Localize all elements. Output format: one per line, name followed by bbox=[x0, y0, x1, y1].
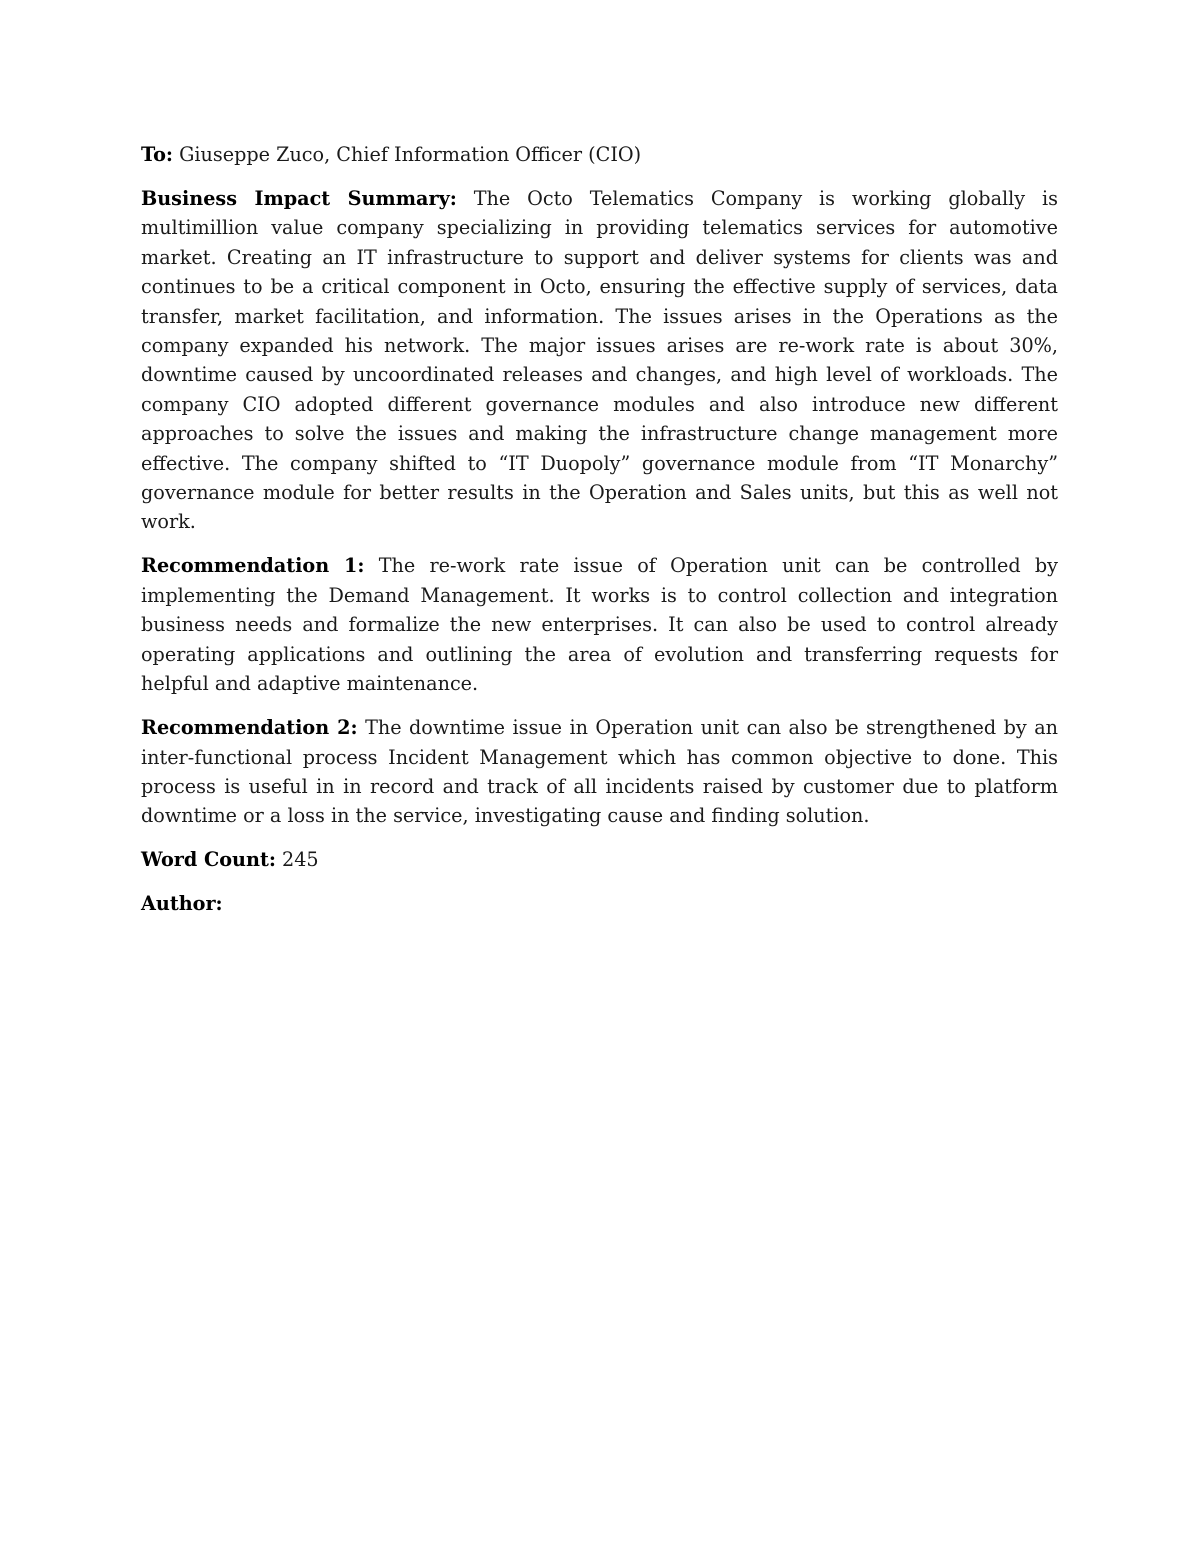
recommendation-2-paragraph bbox=[141, 713, 1058, 831]
recommendation-1-label: Recommendation 1: bbox=[141, 554, 365, 578]
recommendation-1-text: The re-work rate issue of Operation unit can be controlled by implementing the Demand Management. It works is to control collection and integration business needs and formalize the new enterprises. It can also be used to control already operating applications and outlining the area of evolution and transferring requests for helpful and adaptive maintenance. bbox=[141, 554, 1059, 696]
business-impact-label: Business Impact Summary: bbox=[141, 187, 457, 210]
recommendation-2-text: The downtime issue in Operation unit can also be strengthened by an inter-functional process Incident Management which has common objective to done. This process is useful in in record and track of all incidents raised by customer due to platform downtime or a loss in the service, investigating cause and finding solution. bbox=[141, 716, 1058, 828]
word-count-line bbox=[141, 845, 1058, 874]
word-count-label: Word Count: bbox=[141, 848, 276, 872]
author-label: Author: bbox=[141, 892, 223, 916]
recommendation-1-paragraph bbox=[141, 551, 1058, 698]
business-impact-text: The Octo Telematics Company is working globally is multimillion value company specializing in providing telematics services for automotive market. Creating an IT infrastructure to support and deliver systems for clients was and continues to be a critical component in Octo, ensuring the effective supply of services, data transfer, market facilitation, and information. The issues arises in the Operations as the company expanded his network. The major issues arises are re-work rate is about 30%, downtime caused by uncoordinated releases and changes, and high level of workloads. The company CIO adopted different governance modules and also introduce new different approaches to solve the issues and making the infrastructure change management more effective. The company shifted to “IT Duopoly” governance module from “IT Monarchy” governance module for better results in the Operation and Sales units, but this as well not work. bbox=[141, 187, 1059, 534]
author-line bbox=[141, 889, 1058, 918]
to-line bbox=[141, 140, 1058, 169]
to-value: Giuseppe Zuco, Chief Information Officer (CIO) bbox=[179, 143, 642, 166]
memo-body bbox=[141, 140, 1058, 933]
recommendation-2-label: Recommendation 2: bbox=[141, 716, 358, 740]
word-count-value: 245 bbox=[282, 848, 319, 872]
to-label: To: bbox=[141, 143, 173, 166]
business-impact-paragraph bbox=[141, 184, 1058, 537]
